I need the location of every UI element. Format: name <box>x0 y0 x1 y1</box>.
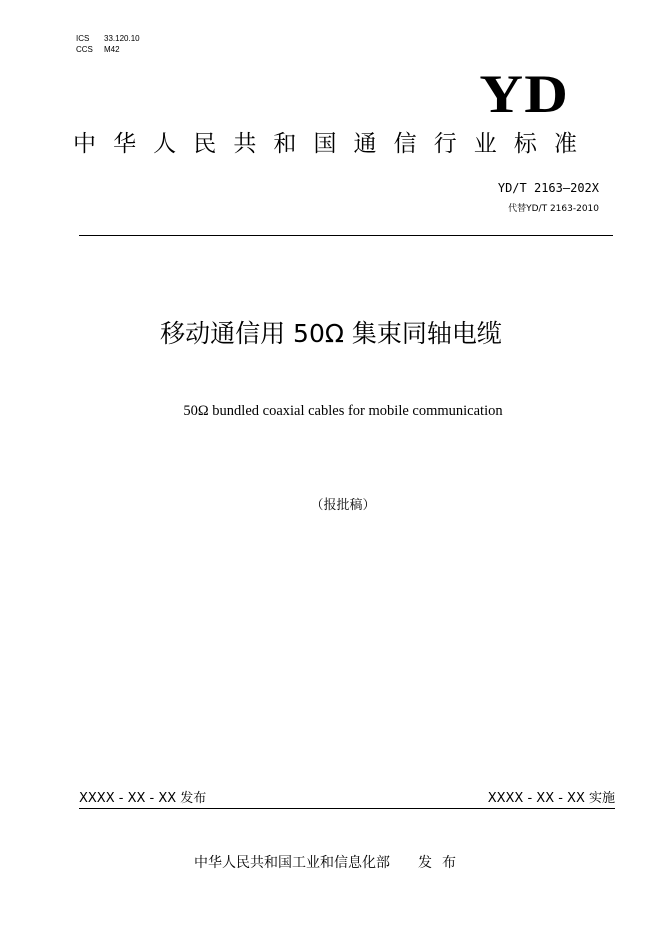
industry-title-char: 标 <box>513 131 537 157</box>
industry-title-char: 通 <box>353 131 377 157</box>
industry-title-char: 华 <box>113 131 137 157</box>
footer-divider <box>79 808 615 809</box>
publisher <box>194 854 466 872</box>
industry-title-char: 民 <box>193 131 217 157</box>
industry-title-char: 业 <box>473 131 497 157</box>
draft-status: （报批稿） <box>310 498 376 513</box>
ccs-value: M42 <box>104 45 120 54</box>
header-divider <box>79 235 613 236</box>
industry-title-char: 准 <box>553 131 577 157</box>
document-title-en: 50Ω bundled coaxial cables for mobile communication <box>183 403 503 419</box>
industry-title-char: 和 <box>273 131 297 157</box>
ics-value: 33.120.10 <box>104 34 140 43</box>
industry-title-char: 行 <box>433 131 457 157</box>
implementation-date: XXXX - XX - XX 实施 <box>487 791 615 806</box>
industry-title-char: 信 <box>393 131 417 157</box>
industry-title-char: 人 <box>153 131 177 157</box>
industry-title-char: 共 <box>233 131 257 157</box>
publisher-name: 中华人民共和国工业和信息化部 <box>194 855 390 871</box>
industry-title-char: 中 <box>73 131 96 157</box>
replaces-standard: 代替YD/T 2163-2010 <box>508 204 599 214</box>
issue-date: XXXX - XX - XX 发布 <box>79 791 207 806</box>
ccs-label: CCS <box>76 45 93 54</box>
ccs-code <box>76 44 120 55</box>
ics-label: ICS <box>76 34 90 43</box>
industry-title-char: 国 <box>313 131 337 157</box>
yd-logo: YD <box>479 64 569 124</box>
ics-code <box>76 33 140 44</box>
industry-standard-title <box>73 128 577 160</box>
publisher-action: 发布 <box>418 855 466 871</box>
standard-number: YD/T 2163—202X <box>497 181 599 195</box>
document-title-cn: 移动通信用 50Ω 集束同轴电缆 <box>160 319 502 348</box>
